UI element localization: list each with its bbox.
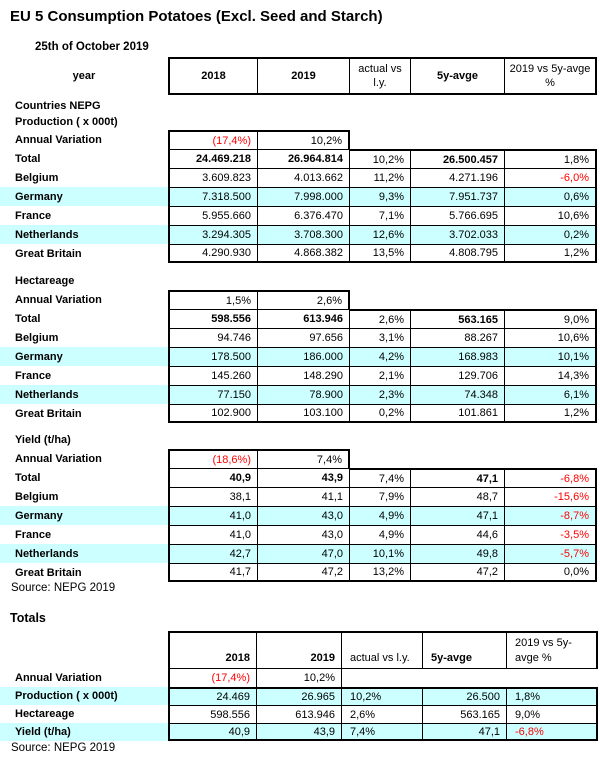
value-cell: 41,1 <box>258 487 350 506</box>
table-row <box>0 404 600 423</box>
value-cell: 1,5% <box>168 290 258 309</box>
value-cell: 4.271.196 <box>411 168 505 187</box>
value-cell: 26.500 <box>423 687 507 705</box>
value-cell: 10,2% <box>257 669 342 687</box>
value-cell: 598.556 <box>168 705 257 723</box>
row-label: Belgium <box>15 331 59 344</box>
value-cell: 43,9 <box>258 468 350 487</box>
table-row <box>0 487 600 506</box>
col-header-2019: 2019 <box>257 631 342 669</box>
value-cell: 26.964.814 <box>258 149 350 168</box>
value-cell: 48,7 <box>411 487 505 506</box>
col-header-actual-vs-ly: actual vs l.y. <box>342 631 423 669</box>
value-cell: 6,1% <box>505 385 597 404</box>
value-cell: 47,1 <box>411 468 505 487</box>
value-cell: 3.609.823 <box>168 168 258 187</box>
value-cell: 7.998.000 <box>258 187 350 206</box>
row-label: Hectareage <box>15 708 75 720</box>
row-label: Annual Variation <box>15 672 102 684</box>
table-row <box>0 347 600 366</box>
value-cell: -3,5% <box>505 525 597 544</box>
value-cell: 0,2% <box>350 404 411 423</box>
value-cell: 10,2% <box>350 149 411 168</box>
value-cell: 13,2% <box>350 563 411 582</box>
totals-header-row <box>0 631 600 669</box>
value-cell: 47,1 <box>423 723 507 741</box>
yield-section <box>0 431 600 582</box>
value-cell: 4,2% <box>350 347 411 366</box>
value-cell: 1,2% <box>505 404 597 423</box>
report-date: 25th of October 2019 <box>35 41 149 53</box>
value-cell: 47,2 <box>411 563 505 582</box>
value-cell: 7,4% <box>258 449 350 468</box>
value-cell: 40,9 <box>168 468 258 487</box>
source-note: Source: NEPG 2019 <box>11 582 116 594</box>
value-cell: 7.951.737 <box>411 187 505 206</box>
value-cell: 6.376.470 <box>258 206 350 225</box>
table-row <box>0 544 600 563</box>
value-cell: 563.165 <box>423 705 507 723</box>
value-cell: 4.013.662 <box>258 168 350 187</box>
col-header-actual-vs-ly: actual vs l.y. <box>350 57 411 95</box>
value-cell: (17,4%) <box>168 669 257 687</box>
row-label: Netherlands <box>0 225 168 244</box>
value-cell: 43,0 <box>258 506 350 525</box>
value-cell: 49,8 <box>411 544 505 563</box>
value-cell: -6,8% <box>507 723 598 741</box>
value-cell: -5,7% <box>505 544 597 563</box>
value-cell: 4,9% <box>350 506 411 525</box>
row-label: Germany <box>0 506 168 525</box>
hectareage-section <box>0 272 600 423</box>
value-cell: 2,1% <box>350 366 411 385</box>
value-cell: 24.469.218 <box>168 149 258 168</box>
value-cell: 26.500.457 <box>411 149 505 168</box>
value-cell: 5.955.660 <box>168 206 258 225</box>
section-heading: Production ( x 000t) <box>15 116 118 128</box>
value-cell: 94.746 <box>168 328 258 347</box>
table-row <box>0 168 600 187</box>
value-cell: 0,2% <box>505 225 597 244</box>
table-row <box>0 525 600 544</box>
table-row <box>0 187 600 206</box>
value-cell: -8,7% <box>505 506 597 525</box>
value-cell: 12,6% <box>350 225 411 244</box>
col-header-2019: 2019 <box>258 57 350 95</box>
main-table-header <box>0 57 600 95</box>
value-cell: 43,0 <box>258 525 350 544</box>
annual-variation-row <box>0 130 600 149</box>
production-section <box>0 97 600 263</box>
row-label: Belgium <box>15 171 59 184</box>
section-heading: Yield (t/ha) <box>15 434 71 446</box>
col-header-5y-avge: 5y-avge <box>411 57 505 95</box>
value-cell: 41,0 <box>168 525 258 544</box>
value-cell: 4,9% <box>350 525 411 544</box>
col-header-5y-avge: 5y-avge <box>423 631 507 669</box>
value-cell: 101.861 <box>411 404 505 423</box>
value-cell: 41,7 <box>168 563 258 582</box>
value-cell: 145.260 <box>168 366 258 385</box>
value-cell: 5.766.695 <box>411 206 505 225</box>
value-cell: 7,4% <box>342 723 423 741</box>
table-row <box>0 385 600 404</box>
value-cell: 168.983 <box>411 347 505 366</box>
value-cell: 43,9 <box>257 723 342 741</box>
value-cell: 10,2% <box>342 687 423 705</box>
value-cell: 563.165 <box>411 309 505 328</box>
row-label: Yield (t/ha) <box>0 723 168 741</box>
value-cell: 1,8% <box>507 687 598 705</box>
value-cell: 148.290 <box>258 366 350 385</box>
value-cell: 10,1% <box>505 347 597 366</box>
value-cell: 3.294.305 <box>168 225 258 244</box>
table-row <box>0 309 600 328</box>
value-cell: 88.267 <box>411 328 505 347</box>
value-cell: 0,0% <box>505 563 597 582</box>
value-cell: 1,2% <box>505 244 597 263</box>
row-label: Great Britain <box>15 247 82 260</box>
row-label: Annual Variation <box>15 293 102 306</box>
table-row <box>0 687 600 705</box>
value-cell: 97.656 <box>258 328 350 347</box>
row-label: Germany <box>0 187 168 206</box>
row-label: Germany <box>0 347 168 366</box>
value-cell: 178.500 <box>168 347 258 366</box>
value-cell: 4.868.382 <box>258 244 350 263</box>
table-row <box>0 225 600 244</box>
table-row <box>0 149 600 168</box>
value-cell: 102.900 <box>168 404 258 423</box>
table-row <box>0 206 600 225</box>
table-row <box>0 328 600 347</box>
value-cell: 3,1% <box>350 328 411 347</box>
value-cell: 4.290.930 <box>168 244 258 263</box>
value-cell: 40,9 <box>168 723 257 741</box>
value-cell: 11,2% <box>350 168 411 187</box>
value-cell: 44,6 <box>411 525 505 544</box>
year-label: year <box>72 70 96 82</box>
value-cell: 3.708.300 <box>258 225 350 244</box>
value-cell: 41,0 <box>168 506 258 525</box>
value-cell: 9,0% <box>505 309 597 328</box>
value-cell: 74.348 <box>411 385 505 404</box>
row-label: Total <box>15 471 41 484</box>
value-cell: 598.556 <box>168 309 258 328</box>
value-cell: -15,6% <box>505 487 597 506</box>
value-cell: 14,3% <box>505 366 597 385</box>
value-cell: 10,2% <box>258 130 350 149</box>
value-cell: 10,6% <box>505 206 597 225</box>
col-header-2019-vs-5y: 2019 vs 5y-avge % <box>505 57 597 95</box>
value-cell: 129.706 <box>411 366 505 385</box>
value-cell: (17,4%) <box>168 130 258 149</box>
value-cell: -6,0% <box>505 168 597 187</box>
value-cell: 2,6% <box>350 309 411 328</box>
value-cell: 186.000 <box>258 347 350 366</box>
value-cell: 47,2 <box>258 563 350 582</box>
row-label: Belgium <box>15 490 59 503</box>
value-cell: 24.469 <box>168 687 257 705</box>
table-row <box>0 705 600 723</box>
row-label: Production ( x 000t) <box>0 687 168 705</box>
col-header-2018: 2018 <box>168 631 257 669</box>
value-cell: 9,3% <box>350 187 411 206</box>
annual-variation-row <box>0 290 600 309</box>
value-cell: 78.900 <box>258 385 350 404</box>
row-label: Annual Variation <box>15 452 102 465</box>
value-cell: -6,8% <box>505 468 597 487</box>
row-label: Great Britain <box>15 407 82 420</box>
value-cell: 47,1 <box>411 506 505 525</box>
table-row <box>0 366 600 385</box>
totals-heading: Totals <box>10 611 46 625</box>
value-cell: 26.965 <box>257 687 342 705</box>
value-cell: 3.702.033 <box>411 225 505 244</box>
annual-variation-row <box>0 449 600 468</box>
value-cell: 4.808.795 <box>411 244 505 263</box>
row-label: Great Britain <box>15 566 82 579</box>
row-label: Annual Variation <box>15 133 102 146</box>
value-cell: 10,6% <box>505 328 597 347</box>
value-cell: 7.318.500 <box>168 187 258 206</box>
section-heading: Countries NEPG <box>15 99 101 112</box>
value-cell: 77.150 <box>168 385 258 404</box>
value-cell: (18,6%) <box>168 449 258 468</box>
row-label: Total <box>15 312 41 325</box>
value-cell: 42,7 <box>168 544 258 563</box>
annual-variation-row <box>0 669 600 687</box>
row-label: Netherlands <box>0 385 168 404</box>
value-cell: 613.946 <box>257 705 342 723</box>
value-cell: 2,6% <box>258 290 350 309</box>
page-title: EU 5 Consumption Potatoes (Excl. Seed and Starch) <box>10 8 383 25</box>
table-row <box>0 563 600 582</box>
col-header-2018: 2018 <box>168 57 258 95</box>
value-cell: 9,0% <box>507 705 598 723</box>
value-cell: 0,6% <box>505 187 597 206</box>
section-heading: Hectareage <box>15 275 75 287</box>
row-label: Netherlands <box>0 544 168 563</box>
row-label: France <box>15 369 52 382</box>
totals-table <box>0 631 600 741</box>
value-cell: 7,9% <box>350 487 411 506</box>
value-cell: 2,3% <box>350 385 411 404</box>
value-cell: 10,1% <box>350 544 411 563</box>
source-note: Source: NEPG 2019 <box>11 742 116 754</box>
row-label: France <box>15 209 52 222</box>
value-cell: 38,1 <box>168 487 258 506</box>
table-row <box>0 723 600 741</box>
col-header-2019-vs-5y: 2019 vs 5y-avge % <box>507 631 598 669</box>
value-cell: 613.946 <box>258 309 350 328</box>
value-cell: 103.100 <box>258 404 350 423</box>
table-row <box>0 468 600 487</box>
value-cell: 1,8% <box>505 149 597 168</box>
value-cell: 7,4% <box>350 468 411 487</box>
value-cell: 47,0 <box>258 544 350 563</box>
table-row <box>0 244 600 263</box>
value-cell: 7,1% <box>350 206 411 225</box>
row-label: Total <box>15 152 41 165</box>
row-label: France <box>15 528 52 541</box>
value-cell: 13,5% <box>350 244 411 263</box>
table-row <box>0 506 600 525</box>
value-cell: 2,6% <box>342 705 423 723</box>
